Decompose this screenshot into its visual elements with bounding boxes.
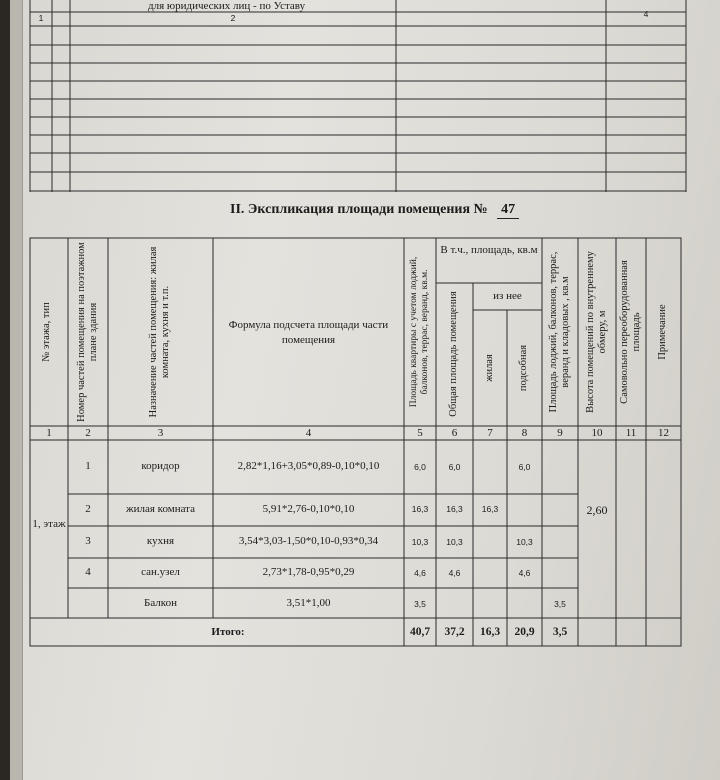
height-value: 2,60 bbox=[586, 503, 608, 517]
row-3-area: 10,3 bbox=[411, 537, 429, 547]
row-5-area: 3,5 bbox=[414, 599, 426, 609]
col-number-8: 8 bbox=[521, 427, 528, 439]
row-2-area: 16,3 bbox=[411, 504, 429, 514]
row-5-balcony: 3,5 bbox=[554, 599, 566, 609]
row-4-area: 4,6 bbox=[414, 568, 426, 578]
row-2-living: 16,3 bbox=[481, 504, 499, 514]
header-floor: № этажа, тип bbox=[41, 302, 52, 362]
row-1-area: 6,0 bbox=[414, 462, 426, 472]
row-1-formula: 2,82*1,16+3,05*0,89-0,10*0,10 bbox=[237, 460, 380, 472]
total-balcony: 3,5 bbox=[552, 626, 568, 638]
col-number-11: 11 bbox=[625, 427, 637, 439]
col-number-5: 5 bbox=[417, 427, 423, 439]
col-number-3: 3 bbox=[157, 427, 164, 439]
section-title bbox=[230, 202, 519, 219]
top-col-number-4: 4 bbox=[643, 9, 649, 19]
row-2-purpose: жилая комната bbox=[125, 503, 195, 515]
row-3-formula: 3,54*3,03-1,50*0,10-0,93*0,34 bbox=[238, 535, 379, 547]
total-area: 40,7 bbox=[409, 626, 431, 638]
section-title-text: II. Экспликация площади помещения № bbox=[230, 202, 488, 217]
total-aux: 20,9 bbox=[514, 626, 535, 638]
table-grid bbox=[10, 0, 720, 780]
header-height: Высота помещений по внутреннему обмеру, м bbox=[585, 251, 608, 413]
col-number-1: 1 bbox=[46, 427, 52, 439]
header-balcony-area: Площадь лоджий, балконов, террас, веранд и кладовых , кв.м bbox=[548, 251, 571, 413]
row-5-purpose: Балкон bbox=[144, 597, 177, 609]
row-1-common: 6,0 bbox=[448, 462, 461, 472]
row-4-num: 4 bbox=[85, 566, 91, 578]
header-area-total: Площадь квартиры с учетом лоджий, балконов, террас, веранд, кв.м. bbox=[409, 256, 430, 408]
col-number-4: 4 bbox=[305, 427, 312, 439]
row-5-formula: 3,51*1,00 bbox=[286, 597, 331, 609]
header-formula: Формула подсчета площади части помещения bbox=[228, 319, 389, 346]
top-col-number-2: 2 bbox=[230, 13, 236, 23]
header-of-which: из нее bbox=[493, 290, 522, 302]
row-3-common: 10,3 bbox=[446, 537, 463, 547]
apartment-number: 47 bbox=[497, 202, 519, 219]
row-4-purpose: сан.узел bbox=[141, 566, 180, 578]
header-auxiliary: подсобная bbox=[518, 344, 529, 392]
row-2-common: 16,3 bbox=[446, 504, 463, 514]
col-number-2: 2 bbox=[85, 427, 91, 439]
row-3-aux: 10,3 bbox=[516, 537, 533, 547]
header-self-converted: Самовольно переоборудованная площадь bbox=[619, 260, 642, 404]
header-incl-area: В т.ч., площадь, кв.м bbox=[440, 244, 538, 256]
total-label: Итого: bbox=[211, 626, 245, 638]
row-3-purpose: кухня bbox=[146, 535, 175, 547]
row-4-common: 4,6 bbox=[448, 568, 461, 578]
total-living: 16,3 bbox=[479, 626, 501, 638]
col-number-7: 7 bbox=[487, 427, 493, 439]
row-1-aux: 6,0 bbox=[518, 462, 531, 472]
row-2-num: 2 bbox=[85, 503, 91, 515]
header-living: жилая bbox=[484, 354, 495, 382]
row-1-purpose: коридор bbox=[141, 460, 180, 472]
total-common: 37,2 bbox=[444, 626, 465, 638]
col-number-10: 10 bbox=[591, 427, 603, 439]
top-table-header: для юридических лиц - по Уставу bbox=[148, 0, 306, 12]
col-number-12: 12 bbox=[658, 427, 669, 439]
header-part-number: Номер частей помещения на поэтажном плане здания bbox=[76, 242, 99, 422]
row-1-num: 1 bbox=[85, 460, 91, 472]
row-2-formula: 5,91*2,76-0,10*0,10 bbox=[262, 503, 355, 515]
row-4-aux: 4,6 bbox=[518, 568, 531, 578]
header-note: Примечание bbox=[657, 304, 668, 360]
floor-label: 1, этаж bbox=[32, 518, 66, 530]
row-4-formula: 2,73*1,78-0,95*0,29 bbox=[262, 566, 355, 578]
top-col-number-1: 1 bbox=[38, 13, 44, 23]
row-3-num: 3 bbox=[85, 535, 91, 547]
document-page bbox=[10, 0, 720, 780]
col-number-9: 9 bbox=[557, 427, 563, 439]
header-purpose: Назначение частей помещения: жилая комната, кухня и т.п. bbox=[148, 246, 171, 418]
header-common-area: Общая площадь помещения bbox=[448, 291, 459, 417]
col-number-6: 6 bbox=[451, 427, 458, 439]
